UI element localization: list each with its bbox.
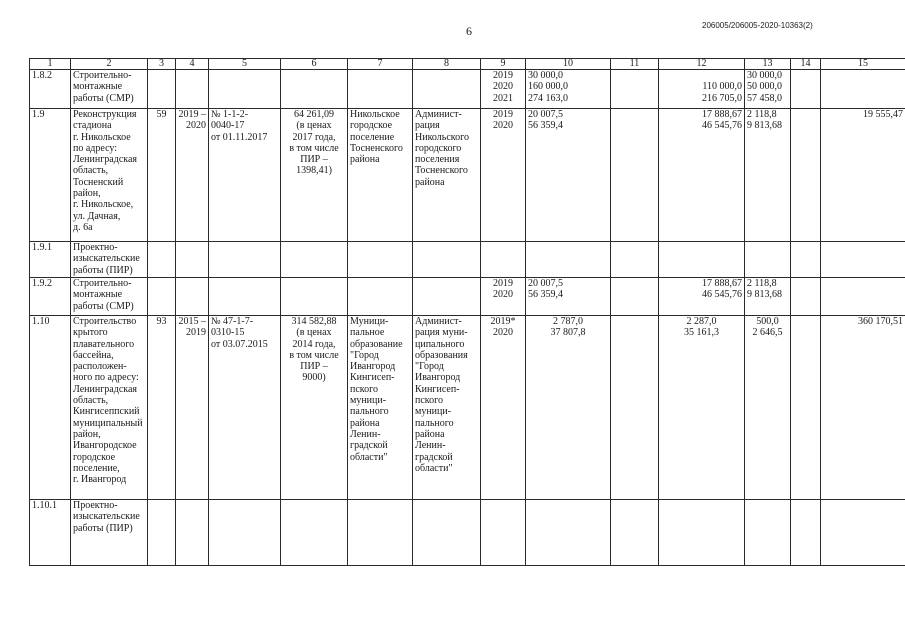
federal-cell: 17 888,67 46 545,76 [659, 278, 745, 316]
header-cell: 6 [281, 59, 348, 70]
federal-cell: 2 287,0 35 161,3 [659, 316, 745, 500]
regional-cell: 2 118,8 9 813,68 [745, 278, 791, 316]
header-cell: 3 [148, 59, 176, 70]
table-row [30, 70, 905, 109]
regional-cell: 2 118,8 9 813,68 [745, 109, 791, 242]
year-cell: 2019 2020 [481, 278, 526, 316]
owner-cell: Муници- пальное образование "Город Ивангород Кингисеп- пского муници- пального района Ленин- градской области" [348, 316, 413, 500]
document-code: 206005/206005-2020-10363(2) [702, 21, 813, 30]
regional-cell: 500,0 2 646,5 [745, 316, 791, 500]
header-row [30, 59, 905, 70]
customer-cell: Админист- рация муни- ципального образования "Город Ивангород Кингисеп- пского муници- пального района Ленин- градской области" [413, 316, 481, 500]
table-row [30, 500, 905, 566]
period-cell: 2019 – 2020 [176, 109, 209, 242]
header-cell: 15 [821, 59, 905, 70]
header-cell: 14 [791, 59, 821, 70]
table-row [30, 278, 905, 316]
table-row [30, 109, 905, 242]
federal-cell: 110 000,0 216 705,0 [659, 70, 745, 109]
total-cell: 30 000,0 160 000,0 274 163,0 [526, 70, 611, 109]
customer-cell: Админист- рация Никольского городского поселения Тосненского района [413, 109, 481, 242]
row-name: Строительно- монтажные работы (СМР) [71, 70, 148, 109]
table-row [30, 242, 905, 278]
page-number: 6 [466, 24, 472, 38]
row-name: Строительство крытого плавательного бассейна, расположен- ного по адресу: Ленинградская область, Кингисеппский муниципальный район, Ивангородское городское поселение, г. Ивангород [71, 316, 148, 500]
year-cell: 2019* 2020 [481, 316, 526, 500]
cost-cell: 64 261,09 (в ценах 2017 года, в том числе ПИР – 1398,41) [281, 109, 348, 242]
header-cell: 11 [611, 59, 659, 70]
header-cell: 4 [176, 59, 209, 70]
program-table [29, 58, 905, 566]
header-cell: 9 [481, 59, 526, 70]
row-number: 1.10 [30, 316, 71, 500]
row-number: 1.10.1 [30, 500, 71, 566]
header-cell: 8 [413, 59, 481, 70]
year-cell: 2019 2020 2021 [481, 70, 526, 109]
header-cell: 10 [526, 59, 611, 70]
row-name: Проектно- изыскательские работы (ПИР) [71, 500, 148, 566]
total-cell: 20 007,5 56 359,4 [526, 109, 611, 242]
expertise-cell: № 1-1-2- 0040-17 от 01.11.2017 [209, 109, 281, 242]
regional-cell: 30 000,0 50 000,0 57 458,0 [745, 70, 791, 109]
federal-cell: 17 888,67 46 545,76 [659, 109, 745, 242]
row-number: 1.9.1 [30, 242, 71, 278]
row-name: Проектно- изыскательские работы (ПИР) [71, 242, 148, 278]
header-cell: 7 [348, 59, 413, 70]
header-cell: 13 [745, 59, 791, 70]
header-cell: 1 [30, 59, 71, 70]
remaining-cost: 19 555,47 [821, 109, 905, 242]
table-row [30, 316, 905, 500]
header-cell: 2 [71, 59, 148, 70]
total-cell: 2 787,0 37 807,8 [526, 316, 611, 500]
row-number: 1.8.2 [30, 70, 71, 109]
period-cell: 2015 – 2019 [176, 316, 209, 500]
row-number: 1.9 [30, 109, 71, 242]
total-cell: 20 007,5 56 359,4 [526, 278, 611, 316]
row-number: 1.9.2 [30, 278, 71, 316]
row-name: Реконструкция стадиона г. Никольское по адресу: Ленинградская область, Тосненский район, г. Никольское, ул. Дачная, д. 6а [71, 109, 148, 242]
remaining-cost: 360 170,51 [821, 316, 905, 500]
year-cell: 2019 2020 [481, 109, 526, 242]
object-count: 59 [148, 109, 176, 242]
expertise-cell: № 47-1-7- 0310-15 от 03.07.2015 [209, 316, 281, 500]
cost-cell: 314 582,88 (в ценах 2014 года, в том числе ПИР – 9000) [281, 316, 348, 500]
row-name: Строительно- монтажные работы (СМР) [71, 278, 148, 316]
owner-cell: Никольское городское поселение Тосненского района [348, 109, 413, 242]
object-count: 93 [148, 316, 176, 500]
header-cell: 5 [209, 59, 281, 70]
header-cell: 12 [659, 59, 745, 70]
